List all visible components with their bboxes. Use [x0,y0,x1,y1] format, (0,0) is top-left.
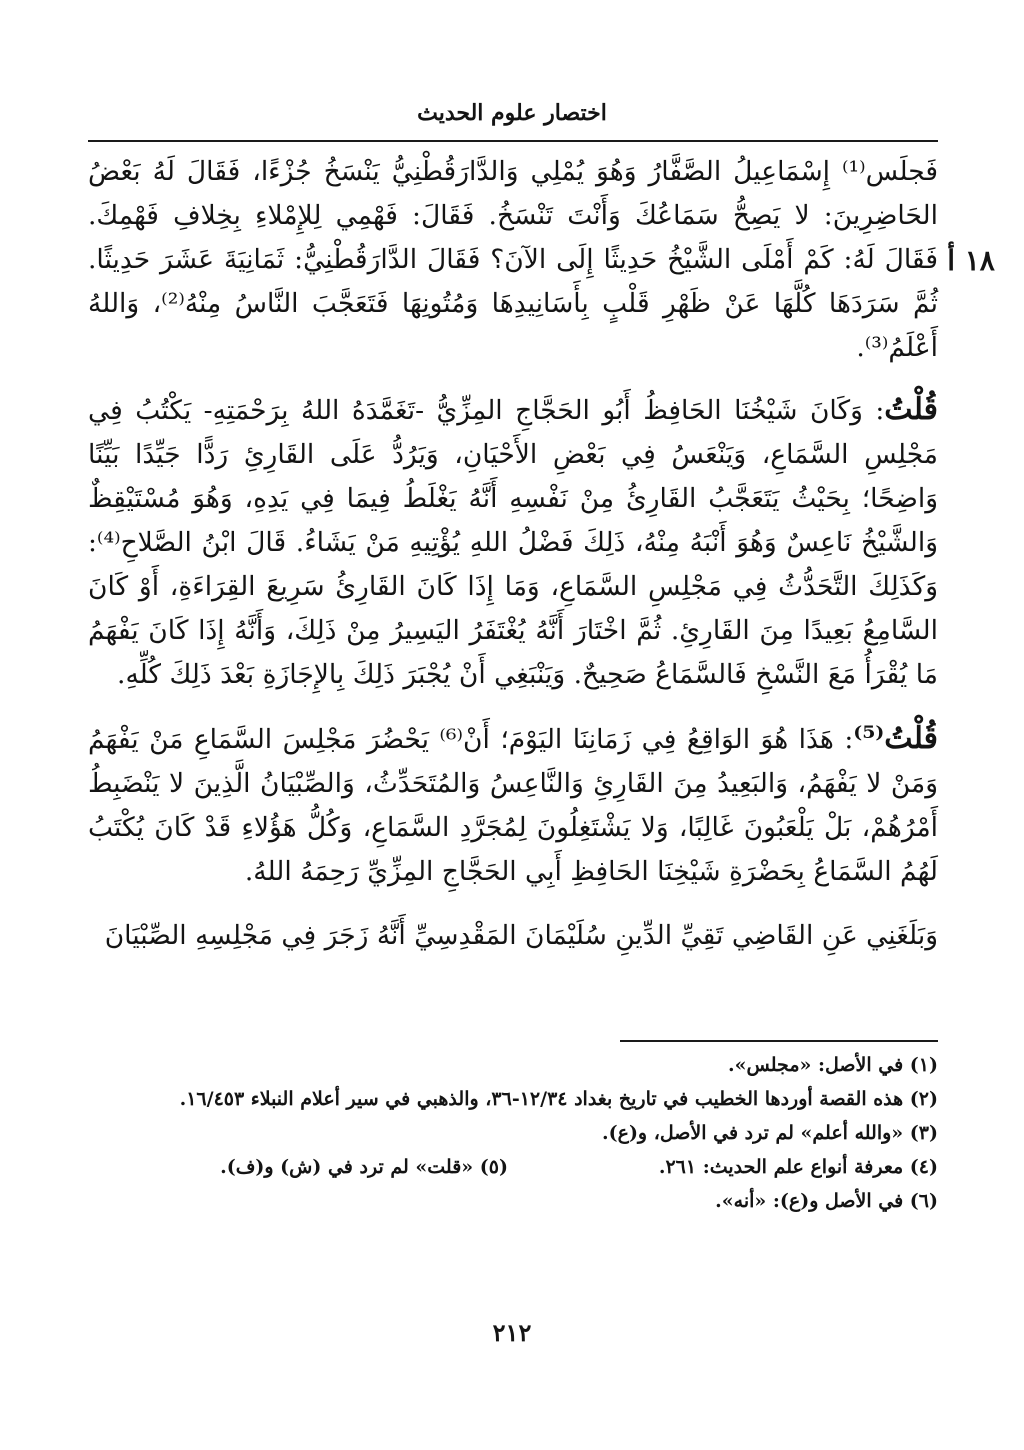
header-rule [88,140,938,142]
paragraph-2 [88,388,938,697]
paragraph-3-text: : هَذَا هُوَ الوَاقِعُ فِي زَمَانِنَا اليَوْمَ؛ أَنْ⁽⁶⁾ يَحْضُرَ مَجْلِسَ السَّمَاعِ مَنْ يَفْهَمُ وَمَنْ لا يَفْهَمُ، وَالبَعِيدُ مِنَ القَارِئِ وَالنَّاعِسُ وَالمُتَحَدِّثُ، وَالصِّبْيَانُ الَّذِينَ لا يَنْضَبِطُ أَمْرُهُمْ، بَلْ يَلْعَبُونَ غَالِبًا، وَلا يَشْتَغِلُونَ لِمُجَرَّدِ السَّمَاعِ، وَكُلُّ هَؤُلاءِ قَدْ كَانَ يُكْتَبُ لَهُمُ السَّمَاعُ بِحَضْرَةِ شَيْخِنَا الحَافِظِ أَبِي الحَجَّاجِ المِزِّيِّ رَحِمَهُ اللهُ. [88,724,938,887]
footnote-1: (١) في الأصل: «مجلس». [728,1054,938,1076]
qult-label: قُلْتُ⁽⁵⁾ [853,721,938,756]
running-title: اختصار علوم الحديث [417,100,607,126]
paragraph-4: وَبَلَغَنِي عَنِ القَاضِي تَقِيِّ الدِّينِ سُلَيْمَانَ المَقْدِسِيِّ أَنَّهُ زَجَرَ فِي مَجْلِسِهِ الصِّبْيَانَ [104,920,938,951]
page-number: ٢١٢ [492,1318,532,1347]
margin-folio-note: ١٨ أ [947,244,995,277]
footnote-4: (٤) معرفة أنواع علم الحديث: ٢٦١. [658,1156,938,1178]
paragraph-1: فَجلَس⁽¹⁾ إِسْمَاعِيلُ الصَّفَّارُ وَهُوَ يُمْلِي وَالدَّارَقُطْنِيُّ يَنْسَخُ جُزْءًا، فَقَالَ لَهُ بَعْضُ الحَاضِرِينَ: لا يَصِحُّ سَمَاعُكَ وَأَنْتَ تَنْسَخُ. فَقَالَ: فَهْمِي لِلإِمْلاءِ بِخِلافِ فَهْمِكَ. فَقَالَ لَهُ: كَمْ أَمْلَى الشَّيْخُ حَدِيثًا إِلَى الآنَ؟ فَقَالَ الدَّارَقُطْنِيُّ: ثَمَانِيَةَ عَشَرَ حَدِيثًا. ثُمَّ سَرَدَهَا كُلَّهَا عَنْ ظَهْرِ قَلْبٍ بِأَسَانِيدِهَا وَمُتُونِهَا فَتَعَجَّبَ النَّاسُ مِنْهُ⁽²⁾، وَاللهُ أَعْلَمُ⁽³⁾. [88,156,939,363]
footnote-rule [620,1040,938,1042]
footnote-3: (٣) «والله أعلم» لم ترد في الأصل، و(ع). [602,1122,938,1144]
main-text [88,150,938,978]
paragraph-2-text: : وَكَانَ شَيْخُنَا الحَافِظُ أَبُو الحَجَّاجِ المِزِّيُّ -تَغَمَّدَهُ اللهُ بِرَحْمَتِهِ- يَكْتُبُ فِي مَجْلِسِ السَّمَاعِ، وَيَنْعَسُ فِي بَعْضِ الأَحْيَانِ، وَيَرُدُّ عَلَى القَارِئِ رَدًّا جَيِّدًا بَيِّنًا وَاضِحًا؛ بِحَيْثُ يَتَعَجَّبُ القَارِئُ مِنْ نَفْسِهِ أَنَّهُ يَغْلَطُ فِيمَا فِي يَدِهِ، وَهُوَ مُسْتَيْقِظٌ وَالشَّيْخُ نَاعِسٌ وَهُوَ أَنْبَهُ مِنْهُ، ذَلِكَ فَضْلُ اللهِ يُؤْتِيهِ مَنْ يَشَاءُ. قَالَ ابْنُ الصَّلاحِ⁽⁴⁾: وَكَذَلِكَ التَّحَدُّثُ فِي مَجْلِسِ السَّمَاعِ، وَمَا إِذَا كَانَ القَارِئُ سَرِيعَ القِرَاءَةِ، أَوْ كَانَ السَّامِعُ بَعِيدًا مِنَ القَارِئِ. ثُمَّ اخْتَارَ أَنَّهُ يُغْتَفَرُ اليَسِيرُ مِنْ ذَلِكَ، وَأَنَّهُ إِذَا كَانَ يَفْهَمُ مَا يُقْرَأُ مَعَ النَّسْخِ فَالسَّمَاعُ صَحِيحٌ. وَيَنْبَغِي أَنْ يُجْبَرَ ذَلِكَ بِالإِجَازَةِ بَعْدَ ذَلِكَ كُلِّهِ. [88,395,938,690]
qult-label: قُلْتُ [884,392,938,427]
footnote-6: (٦) في الأصل و(ع): «أنه». [715,1190,938,1212]
footnote-5: (٥) «قلت» لم ترد في (ش) و(ف). [220,1156,508,1178]
footnote-row [88,1150,938,1184]
paragraph-3 [88,717,938,894]
footnotes [88,1048,938,1218]
footnote-2: (٢) هذه القصة أوردها الخطيب في تاريخ بغداد ١٢/٣٤-٣٦، والذهبي في سير أعلام النبلاء ١٦/٤٥٣. [179,1088,938,1110]
